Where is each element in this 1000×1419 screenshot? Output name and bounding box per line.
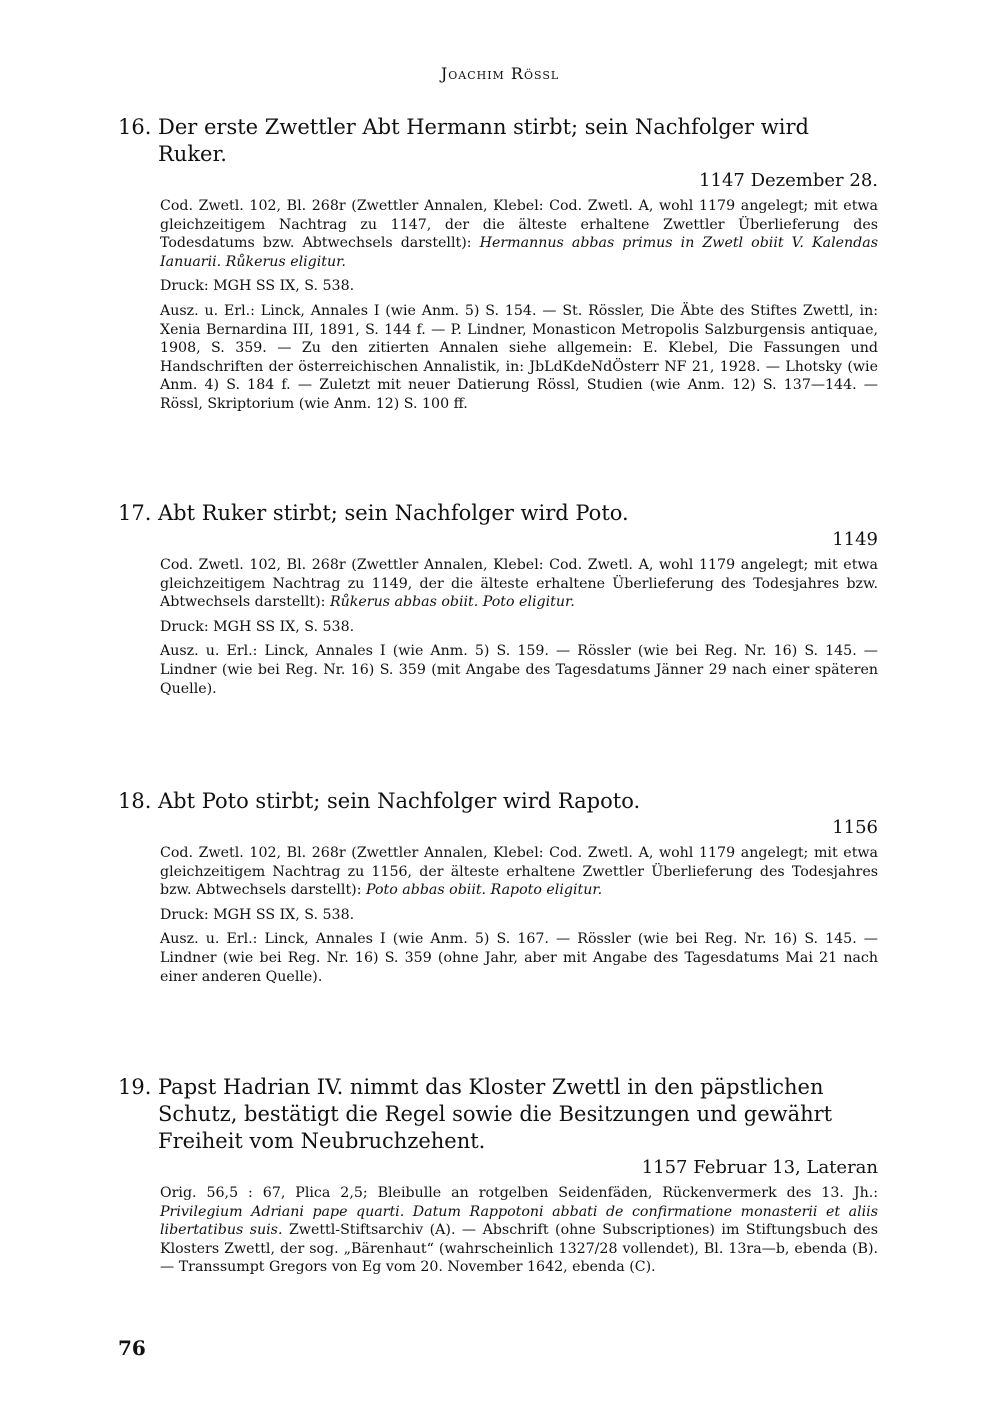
- orig-quote: Privilegium Adriani pape quarti. Datum Rappotoni abbati de confirmatione monasterii et aliis libertatibus suis.: [160, 1203, 878, 1239]
- entry-source: [160, 197, 878, 271]
- page-number: 76: [118, 1336, 146, 1360]
- entry-date: 1156: [832, 817, 878, 838]
- entry-title: Abt Ruker stirbt; sein Nachfolger wird Poto.: [158, 501, 629, 525]
- entry-17: [118, 500, 878, 698]
- entry-16: [118, 114, 878, 414]
- running-head: Joachim Rössl: [440, 64, 560, 83]
- entry-source: [160, 556, 878, 612]
- source-quote: Růkerus abbas obiit. Poto eligitur.: [329, 594, 575, 611]
- entry-date: 1147 Dezember 28.: [699, 170, 878, 191]
- source-quote: Poto abbas obiit. Rapoto eligitur.: [366, 882, 603, 899]
- source-text: Cod. Zwetl. 102, Bl. 268r (Zwettler Annalen, Klebel: Cod. Zwetl. A, wohl 1179 angelegt; mit etwa gleichzeitigem Nachtrag zu 1149, der die älteste erhaltene Überlieferung des Todesjahres bzw. Abtwechsels darstellt):: [160, 557, 878, 611]
- entry-title: Der erste Zwettler Abt Hermann stirbt; sein Nachfolger wird Ruker.: [158, 115, 809, 166]
- entry-number: 16.: [118, 115, 152, 139]
- entry-title: Papst Hadrian IV. nimmt das Kloster Zwettl in den päpstlichen Schutz, bestätigt die Regel sowie die Besitzungen und gewährt Freiheit vom Neubruchzehent.: [158, 1075, 833, 1153]
- entry-orig: [160, 1184, 878, 1277]
- entry-source: [160, 844, 878, 900]
- source-text: Cod. Zwetl. 102, Bl. 268r (Zwettler Annalen, Klebel: Cod. Zwetl. A, wohl 1179 angelegt; mit etwa gleichzeitigem Nachtrag zu 1156, der älteste erhaltene Zwettler Überlieferung des Todesjahres bzw. Abtwechsels darstellt):: [160, 845, 878, 899]
- entry-date: 1157 Februar 13, Lateran: [641, 1157, 878, 1178]
- entry-ausz: Ausz. u. Erl.: Linck, Annales I (wie Anm. 5) S. 167. — Rössler (wie bei Reg. Nr. 16) S. 145. — Lindner (wie bei Reg. Nr. 16) S. 359 (ohne Jahr, aber mit Angabe des Tagesdatums Mai 21 nach einer anderen Quelle).: [160, 931, 878, 985]
- orig-text: Orig. 56,5 : 67, Plica 2,5; Bleibulle an rotgelben Seidenfäden, Rückenvermerk des 13. Jh.:: [160, 1185, 878, 1201]
- entry-number: 19.: [118, 1075, 152, 1099]
- entry-18: [118, 788, 878, 986]
- entry-druck: Druck: MGH SS IX, S. 538.: [160, 906, 355, 923]
- entry-title: Abt Poto stirbt; sein Nachfolger wird Rapoto.: [158, 789, 641, 813]
- orig-text-continued: Zwettl-Stiftsarchiv (A). — Abschrift (ohne Subscriptiones) im Stiftungsbuch des Klosters Zwettl, der sog. „Bärenhaut“ (wahrscheinlich 1327/28 vollendet), Bl. 13ra—b, ebenda (B). — Transsumpt Gregors von Eg vom 20. November 1642, ebenda (C).: [160, 1222, 878, 1276]
- entry-date: 1149: [832, 529, 878, 550]
- entry-number: 17.: [118, 501, 152, 525]
- entry-ausz: Ausz. u. Erl.: Linck, Annales I (wie Anm. 5) S. 159. — Rössler (wie bei Reg. Nr. 16) S. 145. — Lindner (wie bei Reg. Nr. 16) S. 359 (mit Angabe des Tagesdatums Jänner 29 nach einer späteren Quelle).: [160, 643, 878, 697]
- source-text: Cod. Zwetl. 102, Bl. 268r (Zwettler Annalen, Klebel: Cod. Zwetl. A, wohl 1179 angelegt; mit etwa gleichzeitigem Nachtrag zu 1147, der die älteste erhaltene Zwettler Überlieferung des Todesdatums bzw. Abtwechsels darstellt):: [160, 198, 878, 252]
- entry-ausz: Ausz. u. Erl.: Linck, Annales I (wie Anm. 5) S. 154. — St. Rössler, Die Äbte des Stiftes Zwettl, in: Xenia Bernardina III, 1891, S. 144 f. — P. Lindner, Monasticon Metropolis Salzburgensis antiquae, 1908, S. 359. — Zu den zitierten Annalen siehe allgemein: E. Klebel, Die Fassungen und Handschriften der österreichischen Annalistik, in: JbLdKdeNdÖsterr NF 21, 1928. — Lhotsky (wie Anm. 4) S. 184 f. — Zuletzt mit neuer Datierung Rössl, Studien (wie Anm. 12) S. 137—144. — Rössl, Skriptorium (wie Anm. 12) S. 100 ff.: [160, 302, 878, 412]
- entry-19: [118, 1074, 878, 1277]
- entry-druck: Druck: MGH SS IX, S. 538.: [160, 278, 355, 295]
- entry-number: 18.: [118, 789, 152, 813]
- source-quote: Hermannus abbas primus in Zwetl obiit V. Kalendas Ianuarii. Růkerus eligitur.: [160, 235, 878, 270]
- entry-druck: Druck: MGH SS IX, S. 538.: [160, 618, 355, 635]
